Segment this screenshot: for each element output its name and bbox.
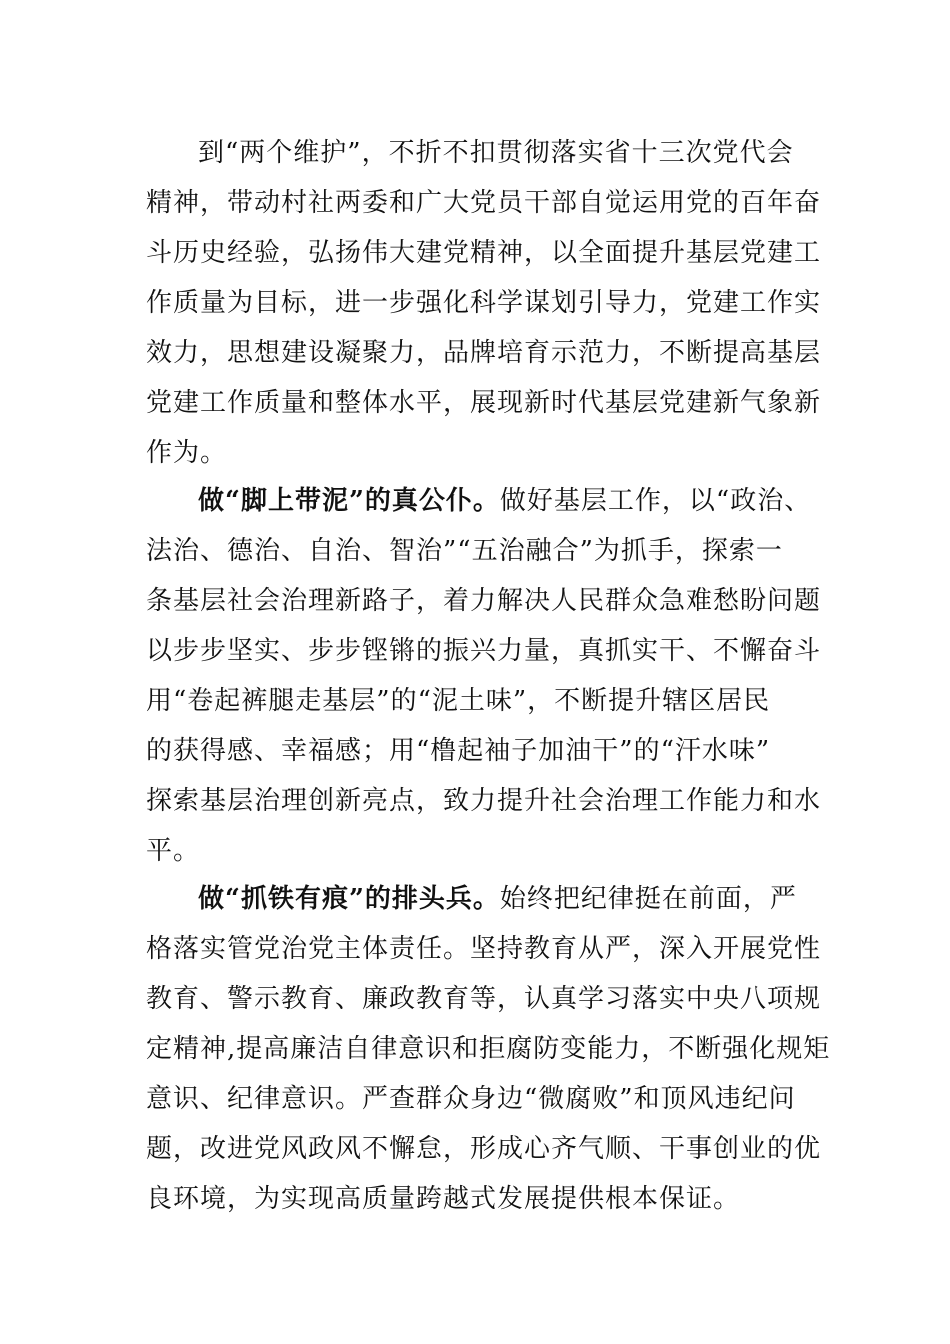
paragraph-3-line-6: 题，改进党风政风不懈怠，形成心齐气顺、干事创业的优 bbox=[146, 1134, 822, 1164]
paragraph-1-line-3: 斗历史经验，弘扬伟大建党精神，以全面提升基层党建工 bbox=[146, 238, 822, 268]
paragraph-1-line-4: 作质量为目标，进一步强化科学谋划引导力，党建工作实 bbox=[146, 288, 822, 318]
paragraph-1-line-7: 作为。 bbox=[146, 438, 228, 468]
paragraph-2-first-line bbox=[198, 476, 888, 526]
paragraph-3-line-7: 良环境，为实现高质量跨越式发展提供根本保证。 bbox=[146, 1184, 741, 1214]
paragraph-2-first-line-text: 做好基层工作，以“政治、 bbox=[499, 486, 812, 516]
paragraph-2-line-6: 的获得感、幸福感；用“橹起袖子加油干”的“汗水味” bbox=[146, 736, 771, 766]
paragraph-3-line-4: 定精神,提高廉洁自律意识和拒腐防变能力，不断强化规矩 bbox=[146, 1034, 831, 1064]
paragraph-1-line-6: 党建工作质量和整体水平，展现新时代基层党建新气象新 bbox=[146, 388, 822, 418]
paragraph-3-line-2: 格落实管党治党主体责任。坚持教育从严，深入开展党性 bbox=[146, 934, 822, 964]
paragraph-3-first-line-text: 始终把纪律挺在前面，严 bbox=[499, 884, 797, 914]
paragraph-2-line-5: 用“卷起裤腿走基层”的“泥土味”，不断提升辖区居民 bbox=[146, 686, 771, 716]
paragraph-2-line-3: 条基层社会治理新路子，着力解决人民群众急难愁盼问题 bbox=[146, 586, 822, 616]
paragraph-2-line-8: 平。 bbox=[146, 836, 201, 866]
paragraph-3-line-5: 意识、纪律意识。严查群众身边“微腐败”和顶风违纪问 bbox=[146, 1084, 796, 1114]
paragraph-2-heading: 做“脚上带泥”的真公仆。 bbox=[198, 486, 500, 516]
paragraph-1-line-2: 精神，带动村社两委和广大党员干部自觉运用党的百年奋 bbox=[146, 188, 822, 218]
paragraph-3-line-3: 教育、警示教育、廉政教育等，认真学习落实中央八项规 bbox=[146, 984, 822, 1014]
paragraph-3-heading: 做“抓铁有痕”的排头兵。 bbox=[198, 884, 500, 914]
paragraph-3-first-line bbox=[198, 874, 888, 924]
paragraph-2-line-2: 法治、德治、自治、智治”“五治融合”为抓手，探索一 bbox=[146, 536, 783, 566]
paragraph-1-line-5: 效力，思想建设凝聚力，品牌培育示范力，不断提高基层 bbox=[146, 338, 822, 368]
paragraph-2-line-7: 探索基层治理创新亮点，致力提升社会治理工作能力和水 bbox=[146, 786, 822, 816]
paragraph-2-line-4: 以步步坚实、步步铿锵的振兴力量，真抓实干、不懈奋斗 bbox=[146, 636, 822, 666]
paragraph-1-line-1: 到“两个维护”，不折不扣贯彻落实省十三次党代会 bbox=[198, 138, 794, 168]
